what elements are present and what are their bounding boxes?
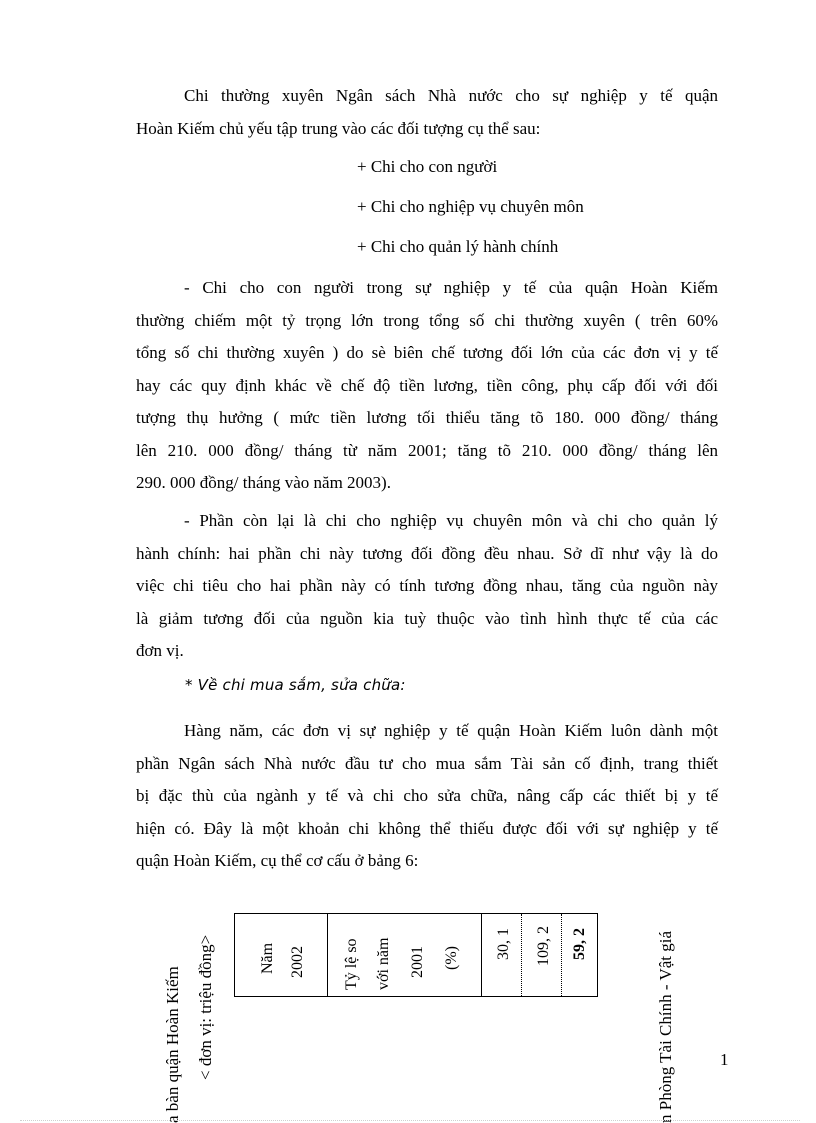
page-bottom-rule (20, 1120, 800, 1121)
table-cell-text: 30, 1 (495, 928, 512, 960)
table-header-ratio-line: 2001 (409, 946, 426, 978)
text-line: đơn vị. (136, 641, 184, 660)
text-line: bị đặc thù của ngành y tế và chi cho sửa chữa, nâng cấp các thiết bị y tế (136, 786, 718, 805)
table-title-rotated (160, 900, 188, 1123)
table-header-ratio-line: Tỷ lệ so (343, 938, 360, 990)
table-header-ratio-line: với năm (375, 937, 392, 990)
table-header-year-line: Năm (259, 942, 276, 974)
text-line: thường chiếm một tỷ trọng lớn trong tổng số chi thường xuyên ( trên 60% (136, 310, 718, 330)
table-source-rotated (653, 905, 681, 1123)
text-line: tổng số chi thường xuyên ) do sè biên chế tương đối lớn của các đơn vị y tế (136, 343, 718, 362)
text-line: phần Ngân sách Nhà nước đầu tư cho mua sắm Tài sản cố định, trang thiết (136, 753, 718, 773)
table-header-year-line: 2002 (289, 946, 306, 978)
paragraph-purchase-repair (136, 715, 718, 878)
data-table-rotated (234, 913, 598, 997)
text-line: Hoàn Kiếm chủ yếu tập trung vào các đối tượng cụ thể sau: (136, 118, 541, 138)
table-header-ratio (327, 914, 482, 996)
table-header-year (235, 914, 328, 996)
bullet-item-professional: + Chi cho nghiệp vụ chuyên môn (357, 197, 584, 216)
paragraph-intro (136, 80, 718, 145)
section-heading-purchase-repair: * Về chi mua sắm, sửa chữa: (185, 676, 406, 694)
text-line: hiện có. Đây là một khoản chi không thể thiếu được đối với sự nghiệp y tế (136, 818, 718, 838)
page-number: 1 (720, 1050, 729, 1069)
bullet-item-people: + Chi cho con người (357, 157, 498, 176)
table-cell-text: 59, 2 (571, 928, 588, 960)
text-line: Chi thường xuyên Ngân sách Nhà nước cho sự nghiệp y tế quận (184, 86, 718, 105)
table-title-text: a bàn quận Hoàn Kiếm (163, 966, 182, 1123)
table-unit-rotated (194, 905, 220, 1085)
text-line: là giảm tương đối của nguồn kia tuỳ thuộc vào tình hình thực tế của các (136, 608, 718, 628)
text-line: - Phần còn lại là chi cho nghiệp vụ chuyên môn và chi cho quản lý (184, 511, 718, 530)
table-cell-value-bold (561, 914, 597, 996)
text-line: hành chính: hai phần chi này tương đối đồng đều nhau. Sở dĩ như vậy là do (136, 543, 718, 563)
text-line: Hàng năm, các đơn vị sự nghiệp y tế quận Hoàn Kiếm luôn dành một (184, 721, 718, 740)
table-source-text: n Phòng Tài Chính - Vật giá (656, 930, 675, 1123)
paragraph-remaining-spending (136, 505, 718, 668)
text-line: - Chi cho con người trong sự nghiệp y tế của quận Hoàn Kiếm (184, 278, 718, 297)
table-cell-text: 109, 2 (535, 926, 552, 966)
table-header-ratio-line: (%) (443, 946, 460, 970)
text-line: quận Hoàn Kiếm, cụ thể cơ cấu ở bảng 6: (136, 851, 419, 870)
paragraph-people-spending (136, 272, 718, 500)
text-line: lên 210. 000 đồng/ tháng từ năm 2001; tăng tõ 210. 000 đồng/ tháng lên (136, 440, 718, 460)
table-cell-value (521, 914, 562, 996)
table-unit-text: < đơn vị: triệu đồng> (196, 934, 215, 1080)
text-line: hay các quy định khác về chế độ tiền lương, tiền công, phụ cấp đối với đối (136, 375, 718, 395)
text-line: việc chi tiêu cho hai phần này có tính tương đồng nhau, tăng của nguồn này (136, 576, 718, 595)
text-line: 290. 000 đồng/ tháng vào năm 2003). (136, 473, 391, 492)
text-line: tượng thụ hưởng ( mức tiền lương tối thiểu tăng tõ 180. 000 đồng/ tháng (136, 408, 718, 427)
bullet-item-admin: + Chi cho quản lý hành chính (357, 237, 559, 256)
table-cell-value (481, 914, 522, 996)
